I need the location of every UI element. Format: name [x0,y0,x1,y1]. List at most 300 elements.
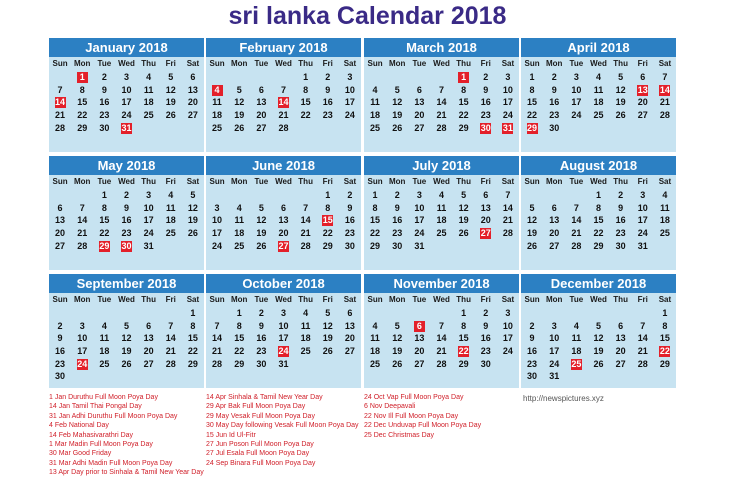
day-cell: 5 [168,72,174,82]
day-grid [49,307,204,383]
day-cell: 27 [414,358,425,369]
holiday-day: 22 [458,346,469,357]
weekday-label: Wed [433,59,450,68]
day-cell: 17 [77,346,88,357]
weekday-label: Sat [186,295,200,304]
weekday-label: Thu [613,177,628,186]
weekday-row [49,58,204,70]
weekday-label: Fri [322,177,333,186]
holiday-day: 31 [121,122,132,133]
day-cell: 25 [370,358,381,369]
day-cell: 9 [618,202,624,213]
day-cell: 24 [637,228,648,239]
day-cell: 25 [212,122,223,133]
holiday-day: 1 [71,71,93,84]
day-cell: 14 [637,333,648,344]
day-cell: 15 [659,333,670,344]
day-cell: 11 [99,333,110,344]
day-cell: 10 [414,202,425,213]
day-cell: 5 [618,72,624,82]
day-cell: 29 [77,122,88,133]
day-cell: 19 [234,110,245,121]
weekday-label: Tue [569,295,584,304]
day-cell: 23 [344,228,355,239]
month-title: October 2018 [206,274,361,293]
weekday-label: Sun [209,295,225,304]
day-cell: 29 [370,240,381,251]
day-cell: 4 [101,320,107,331]
day-cell: 27 [55,240,66,251]
day-cell: 17 [637,215,648,226]
holiday-day: 14 [659,84,670,95]
day-cell: 18 [659,215,670,226]
day-cell: 21 [571,228,582,239]
month-title: April 2018 [521,38,676,57]
day-cell: 1 [461,308,467,318]
weekday-label: Wed [590,177,607,186]
day-cell: 17 [502,333,513,344]
holiday-item: 14 Feb Mahasivarathri Day [49,431,134,439]
day-cell: 3 [146,190,152,200]
day-cell: 20 [480,215,491,226]
day-cell: 2 [483,308,489,318]
day-cell: 3 [640,190,646,200]
day-cell: 23 [256,346,267,357]
day-cell: 16 [480,333,491,344]
weekday-label: Wed [275,59,292,68]
day-cell: 3 [573,72,579,82]
empty-day [206,71,228,84]
day-cell: 25 [300,346,311,357]
day-cell: 8 [595,202,601,213]
day-cell: 11 [370,333,380,344]
day-cell: 9 [325,84,331,95]
empty-day [543,189,565,202]
day-cell: 9 [57,333,63,344]
day-cell: 18 [370,346,381,357]
empty-day [521,189,543,202]
empty-day [610,307,632,320]
empty-day [250,71,272,84]
day-cell: 28 [436,122,447,133]
day-cell: 26 [256,240,267,251]
day-cell: 26 [527,240,538,251]
day-cell: 15 [370,215,381,226]
weekday-label: Tue [412,295,427,304]
day-cell: 2 [57,320,63,331]
day-grid [206,307,361,370]
day-cell: 23 [480,346,491,357]
day-cell: 5 [394,84,400,95]
holiday-day: 29 [99,240,110,251]
empty-day [160,307,182,320]
holiday-item: 24 Oct Vap Full Moon Poya Day [364,394,464,401]
day-cell: 28 [300,240,311,251]
day-cell: 26 [615,110,626,121]
weekday-label: Sat [658,295,672,304]
empty-day [408,71,430,84]
day-cell: 9 [483,84,489,95]
day-cell: 11 [571,333,582,344]
month-title: January 2018 [49,38,204,57]
holiday-day: 31 [502,122,513,133]
day-cell: 20 [256,110,267,121]
day-cell: 29 [322,240,333,251]
weekday-label: Wed [433,177,450,186]
day-cell: 16 [615,215,626,226]
empty-day [228,71,250,84]
day-cell: 23 [99,110,110,121]
day-cell: 18 [234,228,245,239]
day-cell: 3 [123,72,129,82]
day-cell: 16 [527,346,538,357]
day-cell: 15 [99,215,110,226]
day-cell: 27 [187,110,198,121]
day-cell: 11 [436,202,447,213]
day-cell: 6 [416,84,422,95]
holiday-item: 31 Jan Adhi Duruthu Full Moon Poya Day [49,412,178,420]
day-cell: 23 [121,228,132,239]
weekday-label: Fri [480,177,491,186]
day-cell: 29 [458,358,469,369]
day-cell: 17 [502,97,513,108]
day-cell: 12 [458,202,469,213]
empty-day [272,189,294,202]
weekday-label: Sun [52,177,68,186]
holiday-day: 30 [480,122,491,133]
holiday-list-2 [206,393,361,468]
day-cell: 4 [573,320,579,331]
day-cell: 27 [615,358,626,369]
day-cell: 5 [190,190,196,200]
day-cell: 14 [212,333,223,344]
empty-day [71,307,93,320]
month-block [521,38,676,152]
month-title: July 2018 [364,156,519,175]
day-cell: 6 [258,84,264,95]
day-cell: 21 [637,346,648,357]
day-cell: 18 [143,97,154,108]
day-cell: 19 [256,228,267,239]
day-grid [206,71,361,134]
day-cell: 4 [372,84,378,95]
day-cell: 21 [436,110,447,121]
day-cell: 27 [256,122,267,133]
day-cell: 18 [99,346,110,357]
page-title: sri lanka Calendar 2018 [228,2,507,30]
weekday-label: Wed [118,59,135,68]
day-cell: 4 [146,72,152,82]
day-cell: 18 [212,110,223,121]
holiday-item: 25 Dec Christmas Day [364,431,435,439]
weekday-label: Sun [524,177,540,186]
weekday-label: Sun [209,59,225,68]
weekday-label: Thu [141,295,156,304]
day-cell: 16 [480,97,491,108]
weekday-label: Thu [456,295,471,304]
day-cell: 12 [615,84,626,95]
day-cell: 26 [392,122,403,133]
holiday-day: 15 [322,215,333,226]
day-cell: 2 [394,190,400,200]
weekday-label: Sat [501,295,515,304]
day-cell: 30 [256,358,267,369]
day-cell: 7 [168,320,174,331]
day-cell: 9 [483,320,489,331]
weekday-label: Wed [590,295,607,304]
weekday-row [521,294,676,306]
day-cell: 21 [165,346,176,357]
day-cell: 24 [549,358,560,369]
holiday-list-1 [49,393,204,478]
day-cell: 26 [322,346,333,357]
day-cell: 24 [571,110,582,121]
day-cell: 30 [527,371,538,382]
holiday-item: 30 May Day following Vesak Full Moon Poya Day [206,422,359,430]
day-cell: 3 [214,202,220,213]
day-cell: 19 [165,97,176,108]
day-cell: 2 [483,72,489,82]
weekday-label: Fri [480,59,491,68]
day-cell: 12 [121,333,132,344]
day-cell: 2 [325,72,331,82]
holiday-item: 27 Jun Poson Full Moon Poya Day [206,441,314,449]
weekday-label: Thu [298,59,313,68]
day-cell: 2 [529,320,535,331]
holiday-day: 4 [206,84,228,97]
weekday-label: Fri [637,177,648,186]
day-cell: 8 [529,84,535,95]
weekday-label: Sat [658,177,672,186]
holiday-day: 1 [453,71,475,84]
day-cell: 30 [549,122,560,133]
day-cell: 8 [461,320,467,331]
day-cell: 13 [615,333,626,344]
day-cell: 24 [121,110,132,121]
day-cell: 31 [637,240,648,251]
weekday-label: Sat [501,59,515,68]
day-cell: 21 [55,110,66,121]
weekday-label: Mon [545,177,563,186]
day-cell: 23 [615,228,626,239]
day-cell: 7 [640,320,646,331]
day-cell: 20 [615,346,626,357]
day-cell: 16 [549,97,560,108]
month-block [49,274,204,388]
day-cell: 1 [595,190,601,200]
day-cell: 15 [458,97,469,108]
day-cell: 9 [123,202,129,213]
month-block [521,274,676,388]
day-cell: 15 [300,97,311,108]
day-cell: 28 [212,358,223,369]
day-cell: 25 [370,122,381,133]
holiday-item: 14 Apr Sinhala & Tamil New Year Day [206,394,323,401]
month-block [206,38,361,152]
day-cell: 6 [551,202,557,213]
weekday-label: Thu [456,177,471,186]
day-cell: 8 [325,202,331,213]
day-cell: 19 [527,228,538,239]
day-cell: 27 [637,110,648,121]
day-cell: 16 [99,97,110,108]
weekday-row [49,294,204,306]
weekday-label: Mon [73,177,91,186]
day-cell: 8 [236,320,242,331]
day-cell: 25 [165,228,176,239]
day-grid [49,71,204,134]
holiday-item: 13 Apr Day prior to Sinhala & Tamil New Year Day [49,469,204,477]
day-cell: 16 [344,215,355,226]
day-cell: 14 [165,333,176,344]
holiday-day: 24 [77,358,88,369]
weekday-row [206,176,361,188]
day-cell: 6 [57,202,63,213]
day-grid [364,71,519,134]
day-grid [49,189,204,252]
day-cell: 10 [571,84,582,95]
holiday-item: 4 Feb National Day [49,422,109,430]
day-cell: 26 [458,228,469,239]
weekday-label: Tue [97,177,112,186]
day-cell: 7 [303,202,309,213]
day-cell: 4 [236,202,242,213]
day-cell: 13 [414,333,425,344]
day-cell: 22 [234,346,245,357]
holiday-item: 31 Mar Adhi Madin Full Moon Poya Day [49,459,173,467]
day-cell: 11 [234,215,244,226]
weekday-label: Fri [165,59,176,68]
month-block [49,38,204,152]
day-cell: 17 [278,333,289,344]
weekday-label: Thu [613,295,628,304]
day-cell: 7 [662,72,668,82]
day-cell: 9 [347,202,353,213]
empty-day [565,307,587,320]
day-cell: 20 [414,346,425,357]
month-title: June 2018 [206,156,361,175]
day-cell: 29 [187,358,198,369]
day-cell: 29 [659,358,670,369]
day-cell: 4 [438,190,444,200]
weekday-label: Sat [186,59,200,68]
day-cell: 10 [344,84,355,95]
empty-day [71,189,93,202]
day-cell: 23 [392,228,403,239]
day-cell: 23 [527,358,538,369]
day-cell: 8 [303,84,309,95]
day-cell: 19 [121,346,132,357]
day-cell: 19 [458,215,469,226]
weekday-label: Fri [322,295,333,304]
day-cell: 6 [146,320,152,331]
weekday-label: Sat [343,59,357,68]
day-cell: 5 [325,308,331,318]
day-cell: 25 [436,228,447,239]
holiday-item: 27 Jul Esala Full Moon Poya Day [206,450,310,458]
day-cell: 23 [55,358,66,369]
day-cell: 2 [551,72,557,82]
weekday-row [364,58,519,70]
day-cell: 4 [595,72,601,82]
day-cell: 31 [278,358,289,369]
day-cell: 14 [300,215,311,226]
source-url[interactable]: http://newspictures.xyz [523,394,604,403]
day-cell: 16 [322,97,333,108]
day-cell: 17 [549,346,560,357]
day-cell: 5 [258,202,264,213]
weekday-label: Wed [275,295,292,304]
day-cell: 8 [461,84,467,95]
weekday-label: Sat [658,59,672,68]
day-cell: 18 [571,346,582,357]
weekday-label: Sun [52,295,68,304]
day-cell: 3 [79,320,85,331]
empty-day [386,71,408,84]
weekday-label: Thu [456,59,471,68]
day-cell: 20 [187,97,198,108]
day-cell: 8 [372,202,378,213]
month-title: March 2018 [364,38,519,57]
weekday-label: Wed [590,59,607,68]
month-title: December 2018 [521,274,676,293]
day-cell: 30 [480,358,491,369]
day-cell: 29 [593,240,604,251]
day-cell: 12 [187,202,198,213]
day-cell: 11 [300,320,311,331]
day-cell: 12 [392,97,403,108]
day-cell: 10 [637,202,648,213]
day-cell: 11 [166,202,176,213]
day-cell: 29 [234,358,245,369]
day-cell: 13 [55,215,66,226]
day-cell: 1 [662,308,668,318]
day-cell: 26 [593,358,604,369]
day-cell: 20 [344,333,355,344]
day-cell: 3 [505,308,511,318]
holiday-day: 22 [659,346,670,357]
day-cell: 22 [300,110,311,121]
day-cell: 4 [303,308,309,318]
day-cell: 28 [571,240,582,251]
empty-day [430,71,452,84]
weekday-row [364,176,519,188]
day-cell: 12 [234,97,245,108]
weekday-label: Tue [412,59,427,68]
day-cell: 16 [392,215,403,226]
day-cell: 22 [322,228,333,239]
day-cell: 2 [618,190,624,200]
day-cell: 21 [212,346,223,357]
day-cell: 24 [344,110,355,121]
weekday-label: Sat [501,177,515,186]
weekday-label: Fri [637,295,648,304]
day-cell: 8 [190,320,196,331]
day-cell: 23 [549,110,560,121]
holiday-day: 14 [278,97,289,108]
day-cell: 5 [461,190,467,200]
holiday-item: 1 Jan Duruthu Full Moon Poya Day [49,394,158,401]
day-cell: 3 [280,308,286,318]
day-cell: 14 [77,215,88,226]
holiday-item: 29 Apr Bak Full Moon Poya Day [206,403,306,411]
weekday-label: Fri [480,295,491,304]
holiday-day: 29 [527,122,538,133]
day-cell: 18 [370,110,381,121]
weekday-label: Tue [412,177,427,186]
day-cell: 20 [414,110,425,121]
day-cell: 28 [502,228,513,239]
